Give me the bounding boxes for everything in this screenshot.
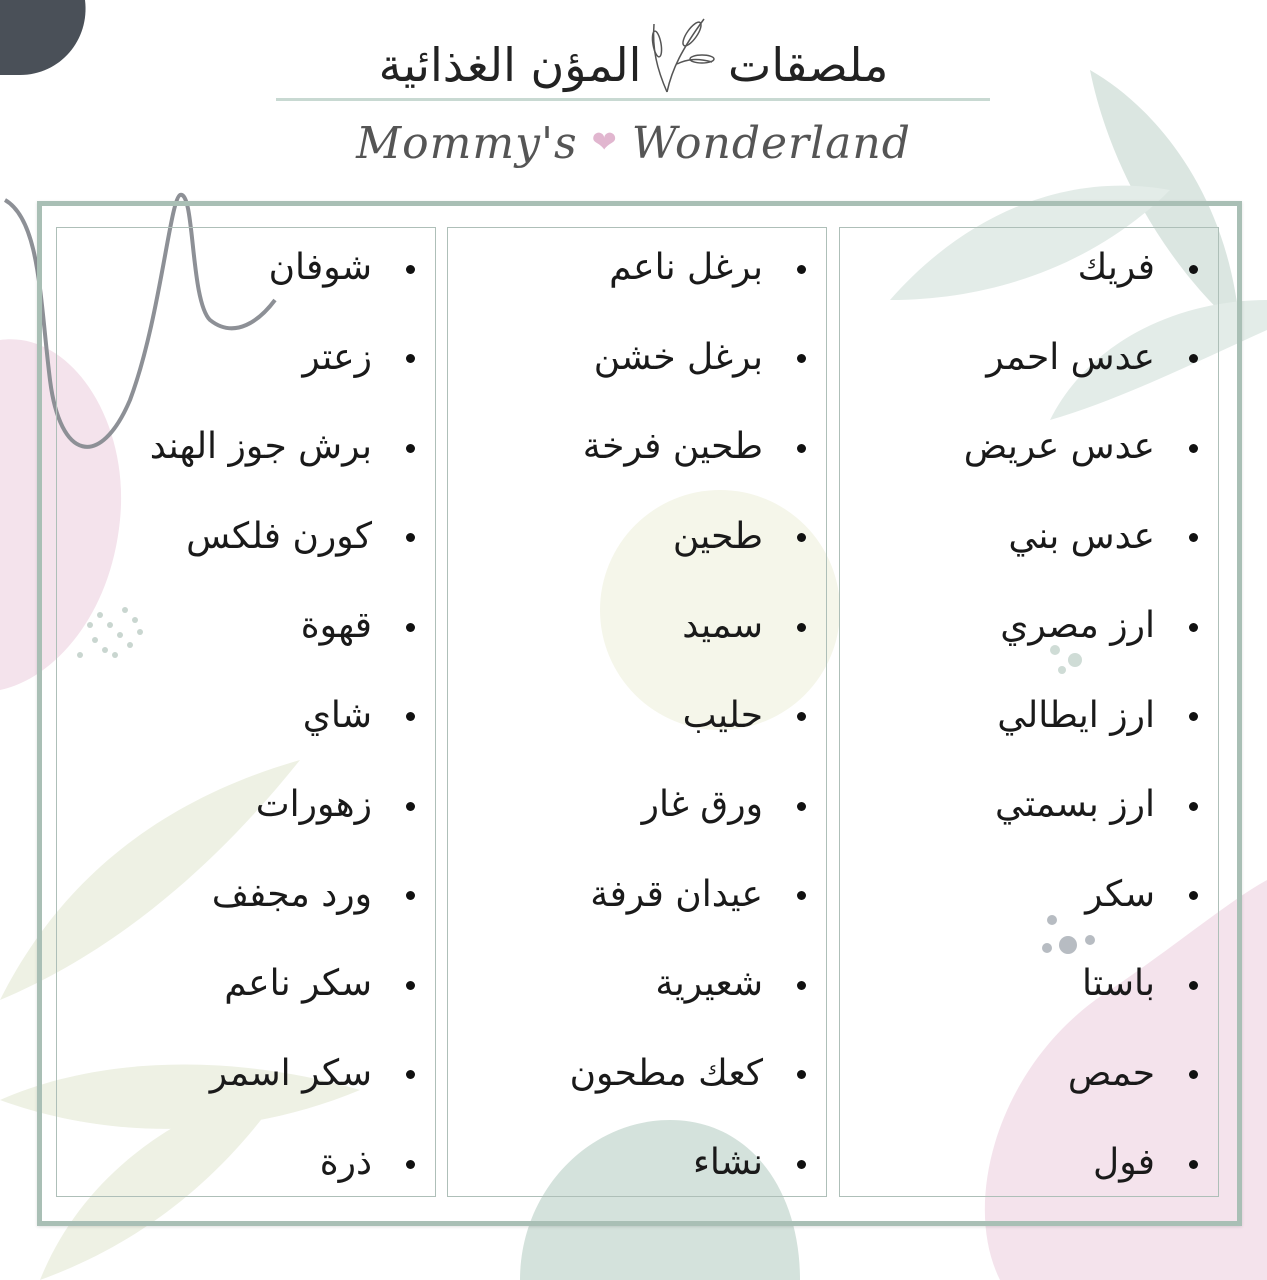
bullet-icon <box>406 265 415 274</box>
bullet-icon <box>1189 891 1198 900</box>
list-item-label: زعتر <box>302 336 372 378</box>
bullet-icon <box>1189 981 1198 990</box>
list-item <box>75 686 415 746</box>
list-item-label: برغل خشن <box>593 336 763 378</box>
bullet-icon <box>406 802 415 811</box>
column-left <box>56 227 436 1197</box>
bullet-icon <box>797 533 806 542</box>
list-item <box>75 507 415 567</box>
list-item-label: فريك <box>1077 247 1155 288</box>
column-right <box>839 227 1219 1197</box>
list-item-label: عدس عريض <box>963 426 1155 467</box>
bullet-icon <box>1189 533 1198 542</box>
list-item-label: قهوة <box>300 605 372 646</box>
bullet-icon <box>406 712 415 721</box>
list-item <box>466 238 806 298</box>
list-item <box>858 1044 1198 1104</box>
list-item <box>75 954 415 1014</box>
bullet-icon <box>1189 265 1198 274</box>
list-item-label: سميد <box>682 605 763 646</box>
bullet-icon <box>406 354 415 363</box>
list-item <box>75 1044 415 1104</box>
bullet-icon <box>797 1070 806 1079</box>
list-item-label: ذرة <box>319 1142 372 1183</box>
list-item <box>75 328 415 388</box>
list-item-label: نشاء <box>692 1142 763 1183</box>
list-item-label: زهورات <box>255 784 372 825</box>
list-item <box>858 596 1198 656</box>
list-item <box>466 596 806 656</box>
page-title <box>0 38 1267 92</box>
list-item-label: حليب <box>682 694 763 736</box>
bullet-icon <box>797 891 806 900</box>
brand-part-2: Wonderland <box>631 118 911 169</box>
list-item-label: طحين فرخة <box>582 426 763 467</box>
list-item <box>858 686 1198 746</box>
list-item-label: سكر اسمر <box>209 1052 372 1094</box>
bullet-icon <box>1189 354 1198 363</box>
bullet-icon <box>797 712 806 721</box>
list-item <box>466 686 806 746</box>
bullet-icon <box>797 1160 806 1169</box>
list-item <box>466 328 806 388</box>
column-middle <box>447 227 827 1197</box>
list-item-label: طحين <box>672 515 763 557</box>
list-item-label: عيدان قرفة <box>590 873 763 915</box>
list-item <box>75 865 415 925</box>
bullet-icon <box>797 444 806 453</box>
list-item <box>858 865 1198 925</box>
bullet-icon <box>406 1160 415 1169</box>
list-item <box>75 238 415 298</box>
brand-name <box>0 118 1267 169</box>
list-item <box>466 507 806 567</box>
list-item <box>75 596 415 656</box>
list-item-label: باستا <box>1082 963 1155 1004</box>
bullet-icon <box>406 1070 415 1079</box>
bullet-icon <box>797 354 806 363</box>
list-item-label: ورد مجفف <box>211 873 372 915</box>
list-item-label: برش جوز الهند <box>149 426 372 467</box>
list-item-label: عدس بني <box>1008 515 1155 557</box>
list-item-label: حمص <box>1067 1052 1155 1094</box>
bullet-icon <box>797 802 806 811</box>
title-word-food-supplies: المؤن الغذائية <box>378 38 642 92</box>
bullet-icon <box>1189 1160 1198 1169</box>
heart-icon: ❤ <box>591 125 618 160</box>
list-item <box>858 954 1198 1014</box>
list-item <box>466 1044 806 1104</box>
bullet-icon <box>1189 1070 1198 1079</box>
title-word-labels: ملصقات <box>728 38 889 92</box>
list-item <box>75 1133 415 1193</box>
list-item-label: سكر <box>1085 873 1155 915</box>
bullet-icon <box>406 623 415 632</box>
list-item <box>466 954 806 1014</box>
list-item-label: سكر ناعم <box>224 963 372 1004</box>
list-item-label: ارز بسمتي <box>994 784 1155 825</box>
list-item <box>466 1133 806 1193</box>
list-item <box>858 417 1198 477</box>
brand-part-1: Mommy's <box>356 118 578 169</box>
bullet-icon <box>797 623 806 632</box>
bullet-icon <box>1189 623 1198 632</box>
list-item-label: شاي <box>302 694 372 736</box>
bullet-icon <box>406 891 415 900</box>
list-item <box>858 1133 1198 1193</box>
bullet-icon <box>406 444 415 453</box>
list-item <box>466 417 806 477</box>
list-item <box>75 775 415 835</box>
list-item <box>466 775 806 835</box>
list-item-label: ارز مصري <box>1000 605 1155 646</box>
list-item-label: ارز ايطالي <box>997 694 1155 736</box>
list-item <box>466 865 806 925</box>
bullet-icon <box>1189 802 1198 811</box>
list-item <box>75 417 415 477</box>
list-item <box>858 238 1198 298</box>
title-underline <box>276 98 990 101</box>
list-item <box>858 328 1198 388</box>
list-item <box>858 507 1198 567</box>
bullet-icon <box>1189 444 1198 453</box>
list-item-label: ورق غار <box>641 784 763 825</box>
list-item-label: عدس احمر <box>986 336 1155 378</box>
bullet-icon <box>406 981 415 990</box>
list-item-label: فول <box>1093 1142 1155 1183</box>
list-item-label: برغل ناعم <box>609 247 763 288</box>
list-item <box>858 775 1198 835</box>
bullet-icon <box>797 265 806 274</box>
list-item-label: شوفان <box>268 247 372 288</box>
bullet-icon <box>406 533 415 542</box>
bullet-icon <box>1189 712 1198 721</box>
list-item-label: كعك مطحون <box>569 1052 763 1094</box>
list-item-label: كورن فلكس <box>186 515 372 557</box>
list-item-label: شعيرية <box>655 963 763 1004</box>
bullet-icon <box>797 981 806 990</box>
